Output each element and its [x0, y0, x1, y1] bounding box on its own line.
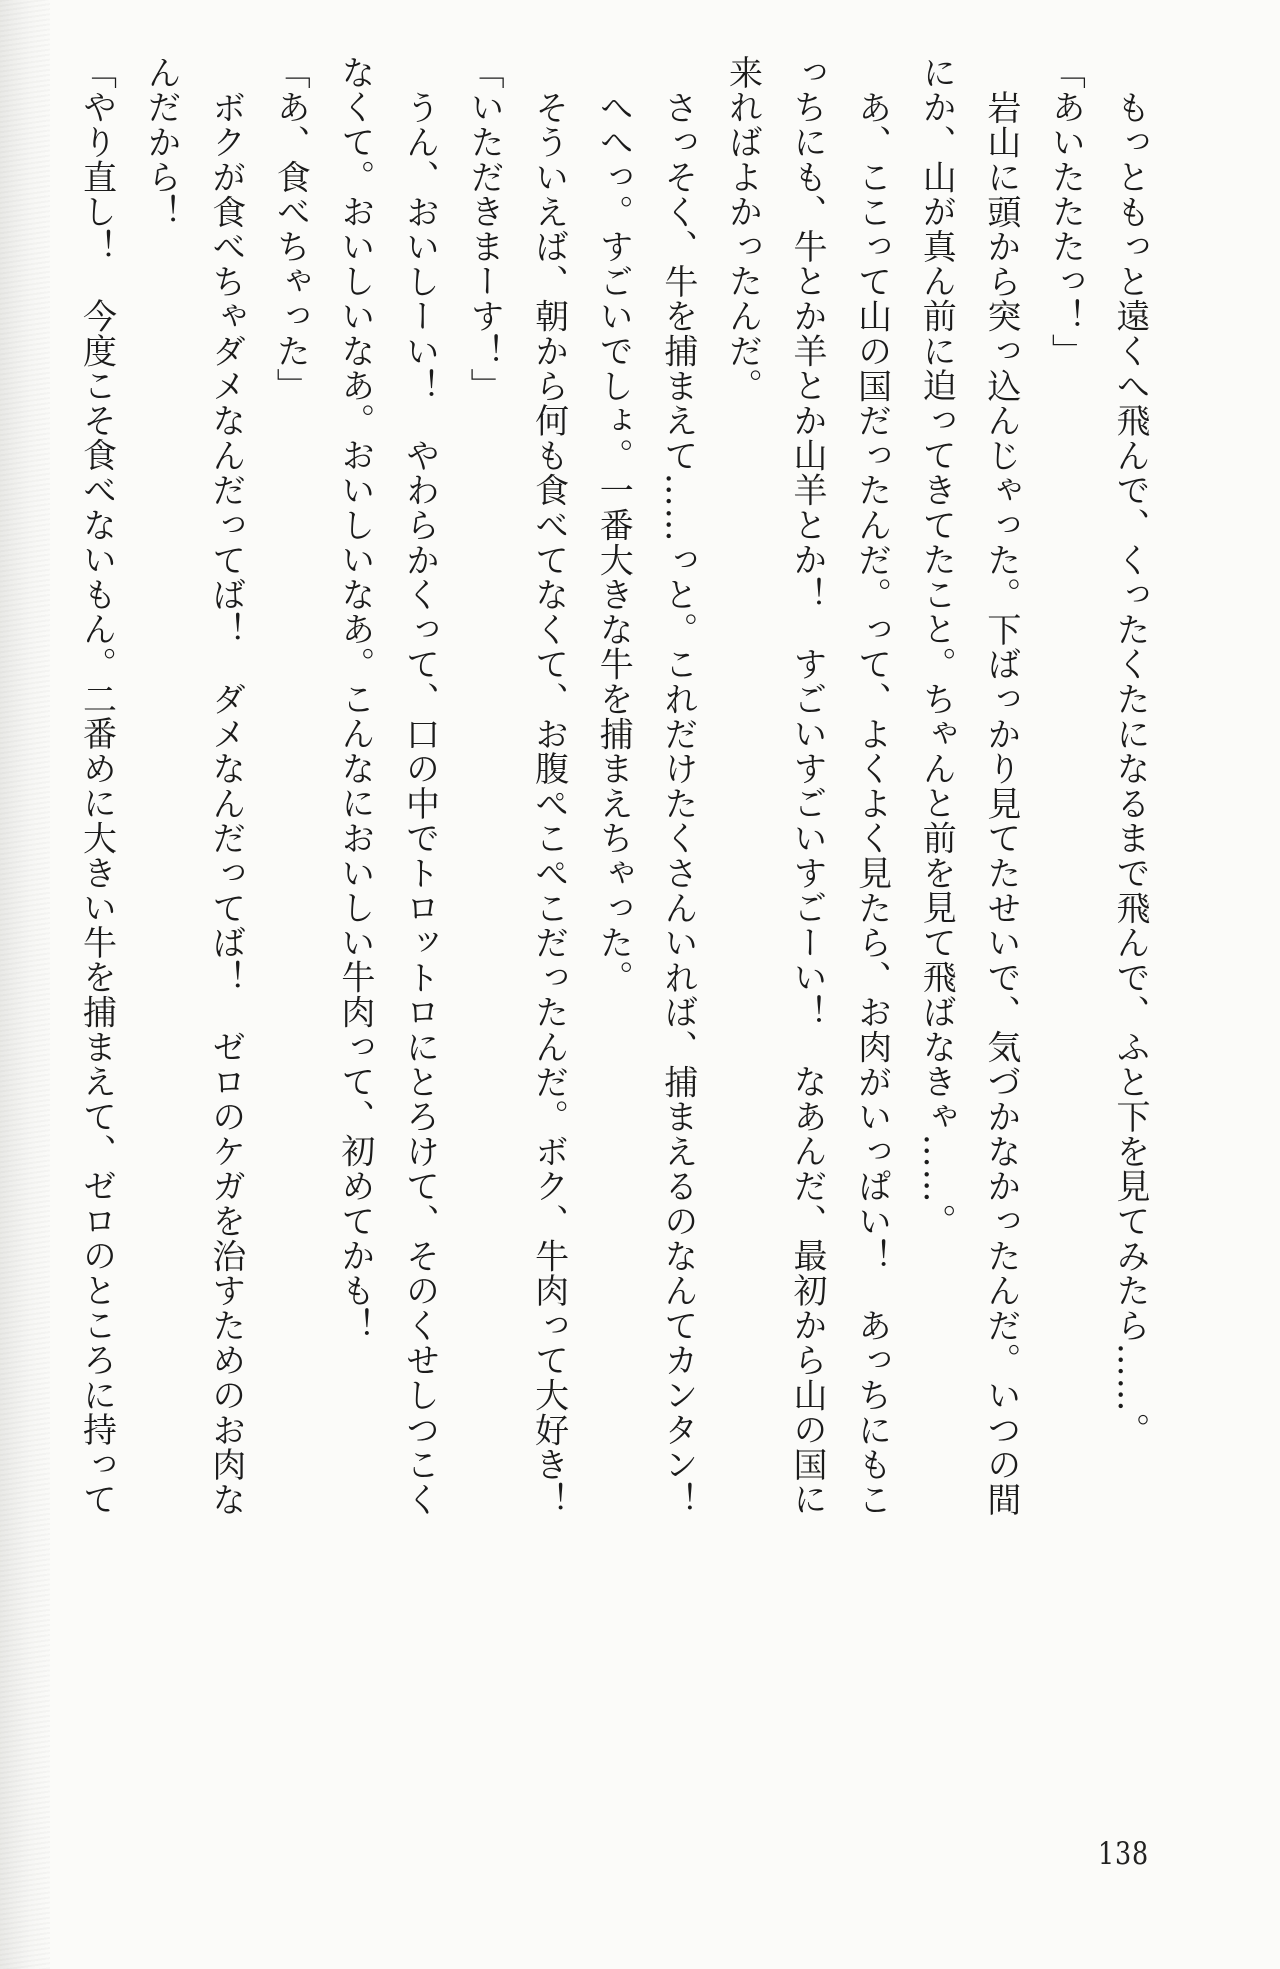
text-block [64, 55, 1162, 1530]
scan-edge-texture [0, 0, 50, 1969]
text-line: 「あ、食べちゃった」 [270, 55, 311, 403]
text-line: そういえば、朝から何も食べてなくて、お腹ぺこぺこだったんだ。ボク、牛肉って大好き！ [528, 90, 569, 1517]
text-line: 来ればよかったんだ。 [722, 55, 763, 403]
text-line: 岩山に頭から突っ込んじゃった。下ばっかり見てたせいで、気づかなかったんだ。いつの間 [980, 90, 1021, 1517]
text-line: へへっ。すごいでしょ。一番大きな牛を捕まえちゃった。 [593, 90, 634, 995]
text-line: なくて。おいしいなあ。おいしいなあ。こんなにおいしい牛肉って、初めてかも！ [334, 55, 375, 1343]
page-number: 138 [1098, 1836, 1149, 1872]
text-line: にか、山が真ん前に迫ってきてたこと。ちゃんと前を見て飛ばなきゃ……。 [916, 55, 957, 1239]
text-line: 「いただきまーす！」 [464, 55, 505, 403]
text-line: あ、ここって山の国だったんだ。って、よくよく見たら、お肉がいっぱい！ あっちにもこ [851, 90, 892, 1517]
text-line: さっそく、牛を捕まえて……っと。これだけたくさんいれば、捕まえるのなんてカンタン！ [657, 90, 698, 1517]
text-line: っちにも、牛とか羊とか山羊とか！ すごいすごいすごーい！ なあんだ、最初から山の国に [787, 55, 828, 1517]
text-line: もっともっと遠くへ飛んで、くったくたになるまで飛んで、ふと下を見てみたら……。 [1110, 90, 1150, 1448]
text-line: 「やり直し！ 今度こそ食べないもん。二番めに大きい牛を捕まえて、ゼロのところに持って [76, 55, 117, 1517]
text-line: 「あいたたたっ！」 [1045, 55, 1086, 369]
text-line: んだから！ [141, 55, 182, 229]
text-line: うん、おいしーい！ やわらかくって、口の中でトロットロにとろけて、そのくせしつこく [399, 90, 440, 1517]
text-line: ボクが食べちゃダメなんだってば！ ダメなんだってば！ ゼロのケガを治すためのお肉な [205, 90, 246, 1517]
